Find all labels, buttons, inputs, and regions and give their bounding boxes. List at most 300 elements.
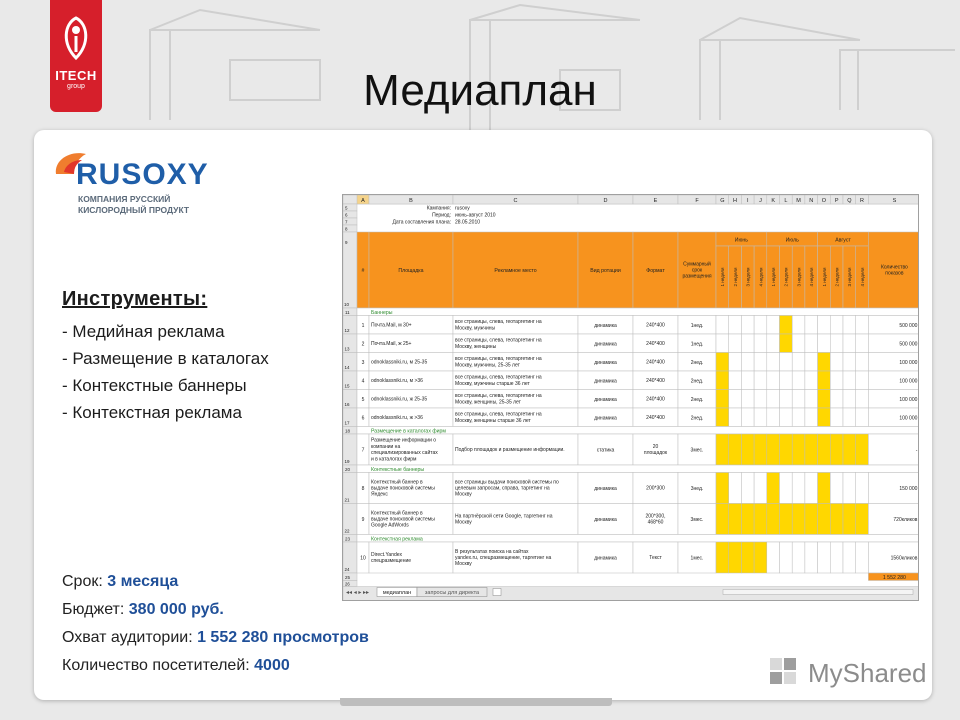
rotation-type: динамика	[594, 359, 617, 366]
impressions-value: 100 000	[899, 415, 918, 422]
week-cell	[805, 408, 818, 427]
week-cell	[843, 390, 856, 409]
column-letter: E	[653, 198, 658, 204]
summary-visitors	[62, 652, 369, 680]
week-active-cell	[754, 434, 767, 465]
ad-placement: все страницы, слева, геотаргетинг на	[455, 393, 542, 400]
week-cell	[830, 408, 843, 427]
ad-format: 200*300	[646, 485, 665, 492]
row-index: 9	[361, 517, 365, 523]
row-number: 20	[345, 466, 351, 472]
row-number: 8	[345, 226, 348, 232]
spreadsheet-grid	[343, 195, 919, 601]
row-number: 25	[345, 574, 351, 580]
week-cell	[767, 353, 780, 372]
placement-term: 2нед.	[690, 415, 704, 422]
week-cell	[856, 353, 869, 372]
week-cell	[754, 473, 767, 504]
week-active-cell	[754, 504, 767, 535]
week-cell	[754, 371, 767, 390]
week-cell	[805, 334, 818, 353]
impressions-value: 100 000	[899, 378, 918, 385]
column-letter: F	[695, 198, 699, 204]
site-name: Контекстный баннер в	[371, 510, 423, 517]
row-number: 19	[344, 459, 350, 464]
ad-format: 20	[652, 443, 659, 450]
ad-placement: целевым запросам, справа, таргетинг на	[455, 485, 550, 492]
week-active-cell	[830, 434, 843, 465]
row-number: 17	[344, 420, 350, 426]
week-cell	[856, 334, 869, 353]
impressions-value: 720кликов	[893, 517, 918, 523]
week-cell	[830, 542, 843, 573]
rusoxy-tagline-line: КИСЛОРОДНЫЙ ПРОДУКТ	[78, 205, 190, 215]
row-number: 6	[345, 212, 348, 218]
column-letter: J	[759, 198, 762, 204]
week-active-cell	[767, 504, 780, 535]
row-number: 15	[344, 383, 350, 389]
summary-value: 380 000 руб.	[128, 601, 224, 618]
column-letter: O	[821, 198, 827, 204]
summary-label: Количество посетителей:	[62, 657, 255, 674]
week-active-cell	[780, 434, 793, 465]
week-cell	[767, 542, 780, 573]
site-name: Почта.Mail, м 30+	[371, 322, 412, 329]
site-name: Google AdWords	[371, 522, 409, 529]
rotation-type: динамика	[594, 322, 617, 329]
header-label: Площадка	[398, 268, 424, 274]
week-active-cell	[818, 408, 831, 427]
week-cell	[741, 473, 754, 504]
week-active-cell	[805, 434, 818, 465]
myshared-text: MyShared	[808, 658, 927, 688]
placement-term: 2нед.	[690, 378, 704, 385]
ad-placement: Подбор площадок и размещение информации.	[455, 447, 565, 453]
header-label: Формат	[646, 268, 665, 274]
week-cell	[741, 408, 754, 427]
placement-term: 2нед.	[690, 396, 704, 403]
week-active-cell	[716, 371, 729, 390]
week-active-cell	[716, 542, 729, 573]
week-cell	[729, 371, 742, 390]
row-number: 21	[344, 497, 350, 503]
week-active-cell	[856, 434, 869, 465]
row-index: 6	[361, 415, 365, 422]
column-letter: R	[860, 198, 865, 204]
week-cell	[741, 390, 754, 409]
week-cell	[843, 316, 856, 335]
summary-label: Срок:	[62, 573, 108, 590]
card-bottom-tab	[340, 698, 612, 706]
week-cell	[792, 334, 805, 353]
rotation-type: статика	[596, 447, 615, 454]
row-number: 13	[344, 346, 350, 352]
column-letter: P	[834, 198, 839, 204]
section-title: Баннеры	[371, 309, 393, 316]
rotation-type: динамика	[594, 378, 617, 385]
week-cell	[729, 316, 742, 335]
total-value: 1 552 280	[882, 574, 906, 581]
summary-value: 1 552 280 просмотров	[197, 629, 369, 646]
ad-placement: Москву, женщины старше 36 лет	[455, 417, 531, 424]
itech-logo-word: ITECH	[55, 68, 97, 83]
week-cell	[792, 390, 805, 409]
row-index: 4	[361, 378, 365, 385]
row-number: 24	[344, 567, 350, 572]
ad-placement: все страницы, слева, геотаргетинг на	[455, 411, 542, 418]
column-letter: I	[746, 198, 749, 204]
week-cell	[754, 334, 767, 353]
week-cell	[767, 408, 780, 427]
week-cell	[792, 408, 805, 427]
impressions-value: 500 000	[899, 322, 918, 329]
week-active-cell	[805, 504, 818, 535]
week-active-cell	[741, 542, 754, 573]
horizontal-scrollbar	[723, 590, 913, 595]
week-cell	[754, 408, 767, 427]
row-number: 9	[345, 240, 348, 245]
rusoxy-logo	[52, 148, 209, 218]
week-active-cell	[818, 353, 831, 372]
week-cell	[843, 334, 856, 353]
week-label: 2 неделя	[732, 267, 738, 287]
week-cell	[856, 542, 869, 573]
week-label: 3 неделя	[745, 267, 751, 287]
row-index: 3	[361, 359, 365, 366]
ad-placement: Москву, женщины, 25-35 лет	[455, 399, 521, 406]
section-title: Контекстная реклама	[371, 536, 423, 543]
site-name: и в каталогах фирм	[371, 456, 417, 463]
row-number: 11	[345, 309, 350, 315]
ad-placement: все страницы, слева, геотаргетинг на	[455, 337, 542, 344]
summary-value: 4000	[254, 657, 290, 674]
rusoxy-name: RUSOXY	[76, 158, 209, 191]
rotation-type: динамика	[594, 341, 617, 348]
week-cell	[843, 353, 856, 372]
week-cell	[830, 316, 843, 335]
site-name: odnoklassniki.ru, м >36	[371, 377, 423, 384]
tools-item: - Контекстная реклама	[62, 403, 242, 422]
row-number: 14	[344, 365, 350, 370]
summary-label: Бюджет:	[62, 601, 129, 618]
week-cell	[818, 316, 831, 335]
week-cell	[856, 316, 869, 335]
row-number: 26	[345, 581, 350, 587]
week-cell	[830, 371, 843, 390]
week-cell	[767, 316, 780, 335]
row-index: 1	[361, 322, 365, 329]
month-label: Июль	[785, 237, 799, 244]
week-cell	[805, 353, 818, 372]
week-label: 4 неделя	[859, 267, 865, 287]
row-number: 16	[344, 402, 350, 407]
site-name: odnoklassniki.ru, ж >36	[371, 414, 423, 421]
ad-placement: Москву	[455, 519, 472, 526]
week-cell	[792, 316, 805, 335]
week-active-cell	[716, 353, 729, 372]
impressions-value: 500 000	[899, 341, 918, 348]
rotation-type: динамика	[594, 396, 617, 403]
tools-list	[62, 288, 269, 426]
week-cell	[741, 371, 754, 390]
week-cell	[792, 353, 805, 372]
week-active-cell	[716, 473, 729, 504]
add-sheet-icon	[493, 589, 501, 596]
tools-item: - Размещение в каталогах	[62, 349, 269, 368]
column-letter: S	[892, 198, 897, 204]
week-label: 3 неделя	[796, 267, 802, 287]
header-label: Вид ротации	[590, 268, 621, 274]
placement-term: 1нед.	[690, 341, 704, 348]
sheet-tab-label: запросы для директа	[424, 590, 480, 596]
site-name: выдаче поисковой системы	[371, 485, 435, 492]
itech-logo-sub: group	[67, 83, 85, 90]
site-name: odnoklassniki.ru, ж 25-35	[371, 396, 428, 403]
ad-placement: Москву, мужчины	[455, 325, 496, 332]
ad-format: площадок	[643, 450, 668, 457]
row-index: 5	[361, 396, 365, 403]
ad-placement: все страницы, слева, геотаргетинг на	[455, 374, 542, 381]
impressions-value: 1560кликов	[890, 555, 918, 562]
header-label: #	[361, 268, 365, 274]
summary-reach	[62, 624, 369, 652]
week-active-cell	[843, 504, 856, 535]
impressions-value: 100 000	[899, 396, 918, 403]
column-letter: H	[733, 198, 738, 204]
month-label: Август	[835, 237, 851, 244]
header-label: Суммарный	[683, 261, 711, 268]
week-cell	[729, 353, 742, 372]
ad-format: Текст	[649, 555, 662, 561]
week-cell	[767, 371, 780, 390]
meta-value: rusoxy	[455, 205, 470, 212]
site-name: Размещение информации о	[371, 437, 437, 444]
week-active-cell	[818, 434, 831, 465]
ad-format: 468*60	[647, 519, 664, 526]
week-active-cell	[767, 473, 780, 504]
impressions-value: 150 000	[899, 486, 918, 492]
week-active-cell	[818, 390, 831, 409]
week-active-cell	[729, 434, 742, 465]
site-name: специализированных сайтах	[371, 450, 438, 457]
ad-placement: все страницы, слева, геотаргетинг на	[455, 319, 542, 326]
ad-placement: Москву, мужчины старше 36 лет	[455, 380, 530, 387]
week-active-cell	[792, 434, 805, 465]
ad-format: 240*400	[646, 359, 665, 366]
week-cell	[843, 542, 856, 573]
meta-label: Период:	[432, 212, 451, 219]
week-active-cell	[818, 504, 831, 535]
week-active-cell	[716, 504, 729, 535]
week-cell	[780, 408, 793, 427]
site-name: спецразмещение	[371, 558, 412, 565]
week-cell	[805, 542, 818, 573]
placement-term: 2нед.	[690, 359, 704, 366]
week-cell	[780, 353, 793, 372]
placement-term: 1мес.	[690, 555, 704, 562]
page-title: Медиаплан	[363, 66, 597, 115]
week-active-cell	[716, 390, 729, 409]
site-name: Direct.Yandex	[371, 551, 403, 558]
week-active-cell	[754, 542, 767, 573]
week-active-cell	[716, 408, 729, 427]
rotation-type: динамика	[594, 415, 617, 422]
week-cell	[729, 473, 742, 504]
ad-format: 240*400	[646, 377, 665, 384]
week-active-cell	[741, 504, 754, 535]
week-active-cell	[856, 504, 869, 535]
column-letter: C	[513, 198, 518, 204]
week-cell	[856, 473, 869, 504]
sheet-tab-label: медиаплан	[382, 590, 412, 596]
week-cell	[754, 353, 767, 372]
column-letter: L	[784, 198, 788, 204]
week-active-cell	[830, 504, 843, 535]
placement-term: 3нед.	[690, 486, 704, 492]
column-letter: G	[720, 198, 725, 204]
week-active-cell	[767, 434, 780, 465]
rotation-type: динамика	[594, 486, 617, 492]
week-cell	[741, 316, 754, 335]
row-index: 10	[360, 555, 366, 562]
placement-term: 3мес.	[690, 447, 704, 454]
week-label: 1 неделя	[821, 267, 827, 287]
tools-title: Инструменты:	[62, 288, 208, 310]
week-cell	[830, 390, 843, 409]
week-cell	[716, 334, 729, 353]
row-index: 2	[361, 341, 365, 348]
rusoxy-tagline-line: КОМПАНИЯ РУССКИЙ	[78, 194, 171, 204]
week-label: 2 неделя	[783, 267, 789, 287]
itech-logo-mark-icon	[58, 14, 94, 62]
header-label: размещения	[682, 273, 712, 280]
meta-value: 28.05.2010	[455, 219, 481, 226]
week-cell	[792, 371, 805, 390]
week-active-cell	[792, 504, 805, 535]
header-label: Рекламное место	[494, 268, 537, 274]
site-name: компании на	[371, 443, 401, 450]
week-active-cell	[729, 504, 742, 535]
rotation-type: динамика	[594, 517, 617, 523]
week-active-cell	[843, 434, 856, 465]
ad-placement: Москву	[455, 561, 472, 568]
week-active-cell	[818, 473, 831, 504]
ad-format: 240*400	[646, 396, 665, 403]
placement-term: 1нед.	[690, 322, 704, 329]
meta-value: июнь-август 2010	[455, 212, 496, 219]
week-cell	[767, 334, 780, 353]
row-index: 7	[361, 447, 365, 454]
week-cell	[716, 316, 729, 335]
row-number: 22	[344, 528, 350, 534]
week-cell	[805, 371, 818, 390]
week-cell	[792, 473, 805, 504]
column-letter: K	[771, 198, 775, 204]
mediaplan-spreadsheet[interactable]	[342, 194, 919, 601]
row-number: 5	[345, 205, 348, 211]
ad-placement: На партнёрской сети Google, таргетинг на	[455, 513, 553, 520]
row-index: 8	[361, 486, 365, 492]
week-cell	[780, 473, 793, 504]
week-cell	[729, 334, 742, 353]
week-cell	[818, 334, 831, 353]
week-active-cell	[818, 371, 831, 390]
row-number: 18	[345, 428, 351, 434]
week-active-cell	[716, 434, 729, 465]
ad-format: 240*400	[646, 414, 665, 421]
campaign-summary	[62, 568, 369, 680]
site-name: Почта.Mail, ж 25+	[371, 340, 412, 347]
ad-placement: В результатах поиска на сайтах	[455, 548, 529, 555]
ad-placement: все страницы выдачи поисковой системы по	[455, 479, 559, 486]
column-letter: A	[361, 198, 365, 204]
week-cell	[805, 473, 818, 504]
week-cell	[830, 473, 843, 504]
week-active-cell	[741, 434, 754, 465]
week-cell	[729, 390, 742, 409]
week-label: 4 неделя	[809, 267, 815, 287]
week-cell	[830, 353, 843, 372]
tools-item: - Медийная реклама	[62, 322, 225, 341]
week-active-cell	[780, 334, 793, 353]
placement-term: 3мес.	[690, 517, 704, 523]
week-cell	[754, 316, 767, 335]
column-letter: N	[809, 198, 814, 204]
site-name: odnoklassniki.ru, м 25-35	[371, 359, 428, 366]
impressions-value: 100 000	[899, 359, 918, 366]
week-label: 3 неделя	[847, 267, 853, 287]
meta-label: Кампания:	[426, 205, 451, 212]
week-cell	[729, 408, 742, 427]
summary-value: 3 месяца	[107, 573, 179, 590]
data-cell	[868, 434, 919, 465]
site-name: Контекстный баннер в	[371, 479, 423, 486]
column-letter: D	[603, 198, 608, 204]
meta-label: Дата составления плана:	[392, 219, 451, 226]
week-label: 2 неделя	[834, 267, 840, 287]
summary-budget	[62, 596, 369, 624]
header-label: показов	[885, 270, 904, 277]
week-active-cell	[729, 542, 742, 573]
month-label: Июнь	[734, 237, 748, 244]
summary-term	[62, 568, 369, 596]
column-letter: Q	[847, 198, 852, 204]
ad-placement: все страницы, слева, геотаргетинг на	[455, 356, 542, 363]
week-cell	[741, 334, 754, 353]
week-cell	[830, 334, 843, 353]
impressions-value: -	[915, 447, 918, 454]
week-active-cell	[780, 504, 793, 535]
section-row	[357, 308, 919, 316]
week-active-cell	[780, 316, 793, 335]
week-cell	[856, 371, 869, 390]
week-cell	[780, 542, 793, 573]
rotation-type: динамика	[594, 555, 617, 562]
week-label: 1 неделя	[720, 267, 726, 287]
week-cell	[741, 353, 754, 372]
myshared-watermark	[768, 656, 928, 690]
column-letter: M	[796, 198, 801, 204]
week-label: 4 неделя	[758, 267, 764, 287]
ad-format: 240*400	[646, 322, 665, 329]
week-cell	[818, 542, 831, 573]
row-number: 7	[345, 219, 348, 225]
section-row	[357, 535, 919, 543]
header-label: срок	[691, 267, 703, 274]
ad-placement: Москву	[455, 491, 472, 498]
section-title: Размещение в каталогах фирм	[371, 428, 446, 435]
header-label: Количество	[880, 264, 908, 271]
